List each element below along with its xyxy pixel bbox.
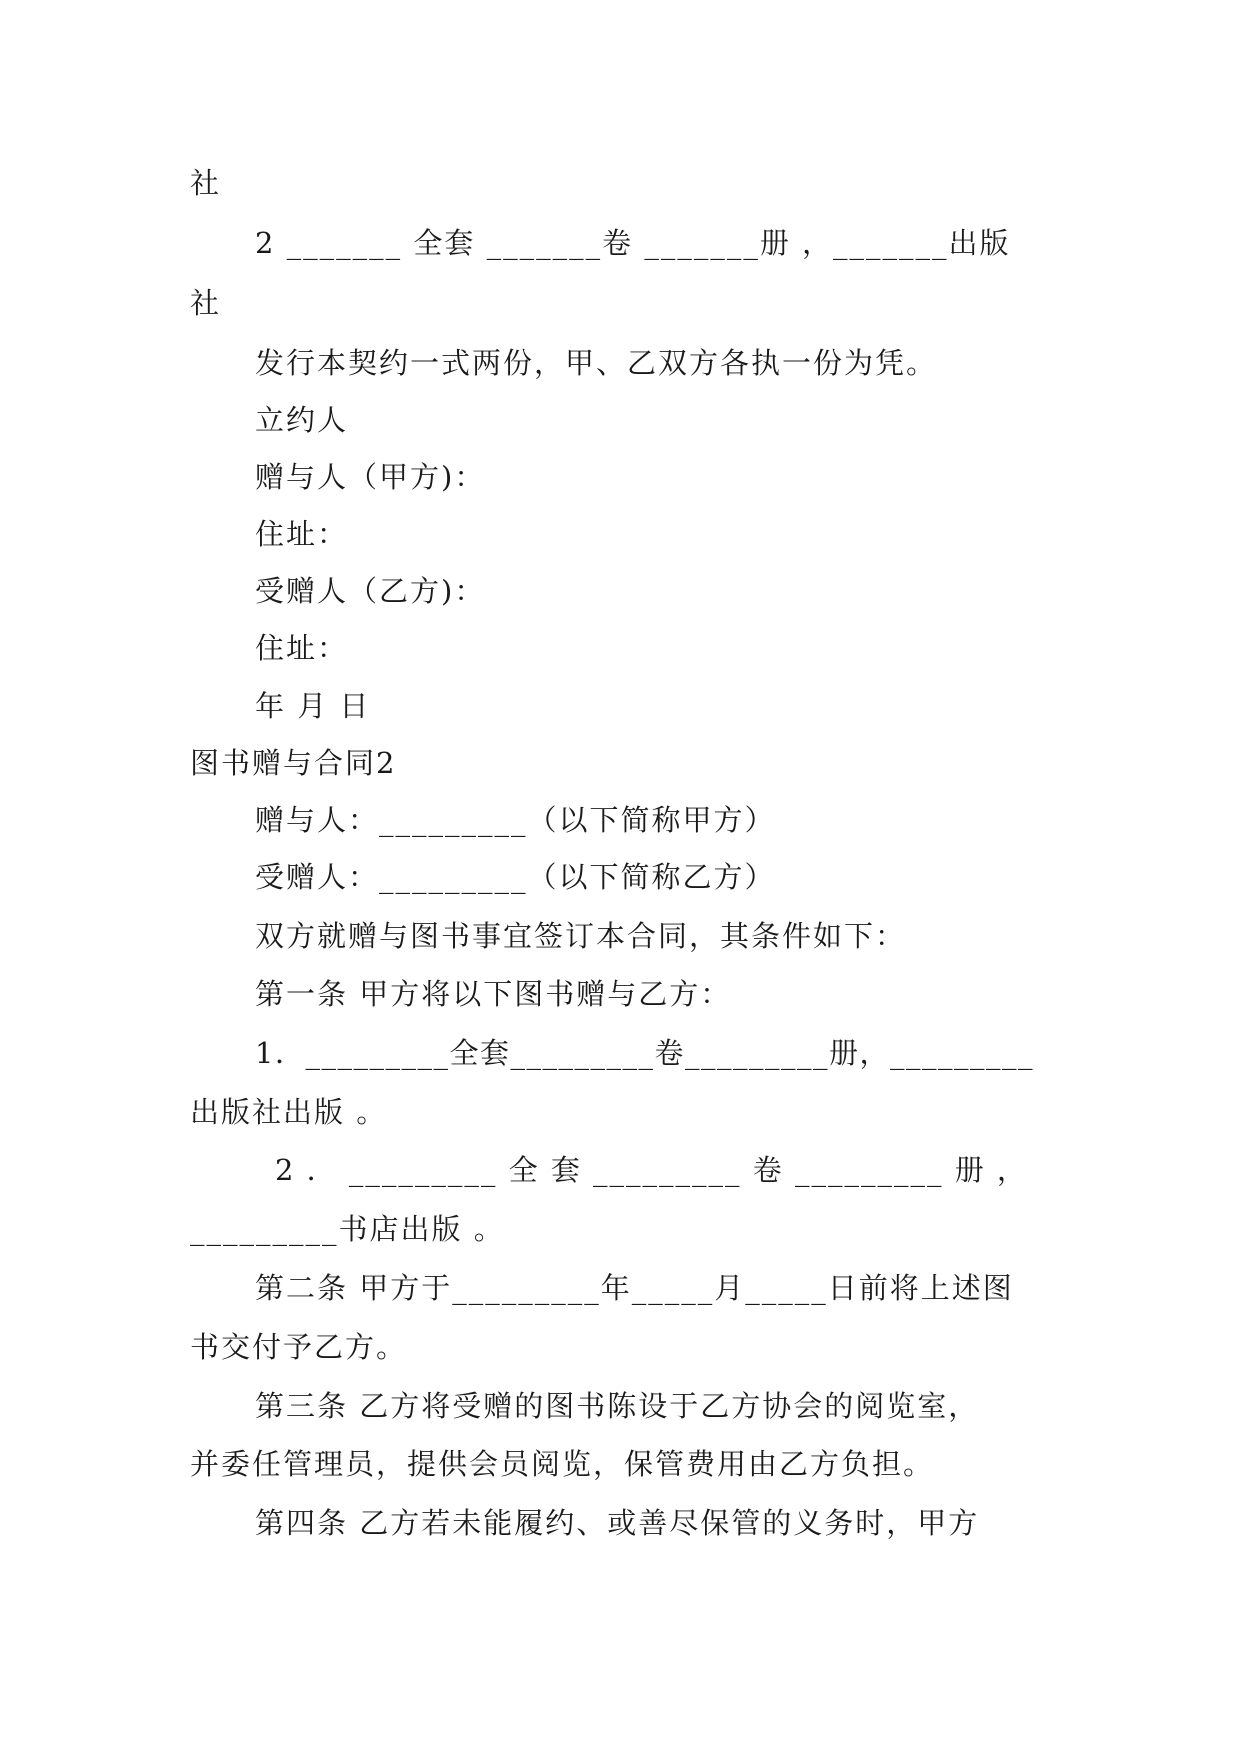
text-line: 第二条 甲方于_________年_____月_____日前将上述图: [255, 1271, 1014, 1305]
text-line: _________书店出版 。: [190, 1212, 505, 1246]
text-line: 受赠人：_________（以下简称乙方）: [255, 860, 776, 894]
text-line: 发行本契约一式两份，甲、乙双方各执一份为凭。: [255, 346, 938, 380]
text-line: 受赠人（乙方)：: [255, 574, 486, 608]
text-line: 书交付予乙方。: [190, 1330, 408, 1364]
text-line: 住址：: [255, 517, 349, 551]
text-line: 2 ． _________ 全 套 _________ 卷 _________ 册 ，: [275, 1153, 1028, 1187]
text-line: 年 月 日: [255, 689, 371, 723]
text-line: 社: [190, 286, 222, 320]
text-line: 赠与人：_________（以下简称甲方）: [255, 803, 776, 837]
text-line: 立约人: [255, 403, 349, 437]
text-line: 2 _______ 全套 _______卷 _______册 ，_______出版: [255, 226, 1011, 260]
text-line: 1．_________全套_________卷_________册，_________: [255, 1036, 1034, 1070]
document-title: 图书赠与合同2: [190, 746, 397, 780]
text-line: 赠与人（甲方)：: [255, 460, 486, 494]
text-line: 第三条 乙方将受赠的图书陈设于乙方协会的阅览室，: [255, 1389, 980, 1423]
text-line: 并委任管理员，提供会员阅览，保管费用由乙方负担。: [190, 1447, 935, 1481]
text-line: 第四条 乙方若未能履约、或善尽保管的义务时，甲方: [255, 1506, 980, 1540]
text-line: 第一条 甲方将以下图书赠与乙方：: [255, 977, 732, 1011]
text-line: 双方就赠与图书事宜签订本合同，其条件如下：: [255, 919, 907, 953]
text-line: 住址：: [255, 631, 349, 665]
text-line: 社: [190, 166, 222, 200]
text-line: 出版社出版 。: [190, 1095, 388, 1129]
